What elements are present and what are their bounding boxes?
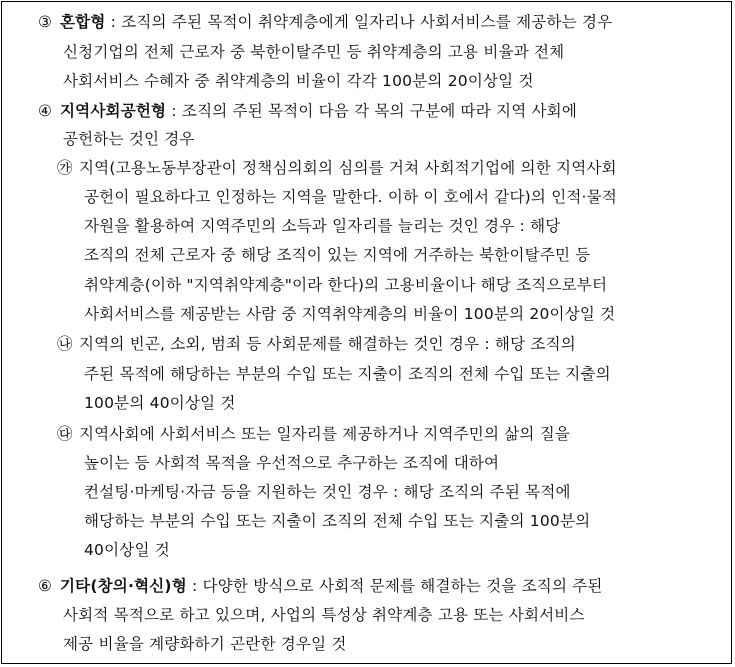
item-3-line-1: : 조직의 주된 목적이 취약계층에게 일자리나 사회서비스를 제공하는 경우	[105, 13, 613, 31]
subitem-ga-marker: ㉮	[57, 159, 73, 177]
item-3-first-line	[38, 12, 612, 32]
item-3-line-2: 신청기업의 전체 근로자 중 북한이탈주민 등 취약계층의 고용 비율과 전체	[63, 43, 565, 61]
item-4-line-1: : 조직의 주된 목적이 다음 각 목의 구분에 따라 지역 사회에	[166, 102, 578, 120]
subitem-da-line-5: 40이상일 것	[84, 541, 170, 559]
item-4-first-line	[38, 101, 577, 121]
subitem-na-marker: ㉯	[57, 335, 73, 353]
subitem-ga-line-1: 지역(고용노동부장관이 정책심의회의 심의를 거쳐 사회적기업에 의한 지역사회	[79, 159, 617, 177]
subitem-na-first-line	[57, 334, 576, 354]
item-6-line-1: : 다양한 방식으로 사회적 문제를 해결하는 것을 조직의 주된	[186, 577, 603, 595]
subitem-da-line-3: 컨설팅·마케팅·자금 등을 지원하는 것인 경우 : 해당 조직의 주된 목적에	[84, 483, 571, 501]
item-6-line-3: 제공 비율을 계량화하기 곤란한 경우일 것	[63, 635, 347, 653]
subitem-na-line-1: 지역의 빈곤, 소외, 범죄 등 사회문제를 해결하는 것인 경우 : 해당 조직의	[79, 335, 576, 353]
item-6-title: 기타(창의·혁신)형	[60, 577, 187, 595]
item-4-marker: ④	[38, 102, 53, 120]
item-6-first-line	[38, 576, 603, 596]
item-6-line-2: 사회적 목적으로 하고 있으며, 사업의 특성상 취약계층 고용 또는 사회서비스	[63, 606, 585, 624]
subitem-na-line-2: 주된 목적에 해당하는 부분의 수입 또는 지출이 조직의 전체 수입 또는 지출의	[84, 365, 611, 383]
subitem-ga-line-2: 공헌이 필요하다고 인정하는 지역을 말한다. 이하 이 호에서 같다)의 인적·물적	[84, 188, 618, 206]
subitem-da-line-4: 해당하는 부분의 수입 또는 지출이 조직의 전체 수입 또는 지출의 100분의	[84, 512, 591, 530]
subitem-ga-first-line	[57, 158, 617, 178]
subitem-ga-line-4: 조직의 전체 근로자 중 해당 조직이 있는 지역에 거주하는 북한이탈주민 등	[84, 246, 591, 264]
subitem-ga-line-3: 자원을 활용하여 지역주민의 소득과 일자리를 늘리는 것인 경우 : 해당	[84, 217, 561, 235]
item-4-title: 지역사회공헌형	[60, 102, 167, 120]
item-3-marker: ③	[38, 13, 53, 31]
subitem-ga-line-5: 취약계층(이하 "지역취약계층"이라 한다)의 고용비율이나 해당 조직으로부터	[84, 276, 608, 294]
subitem-da-line-2: 높이는 등 사회적 목적을 우선적으로 추구하는 조직에 대하여	[84, 454, 500, 472]
subitem-ga-line-6: 사회서비스를 제공받는 사람 중 지역취약계층의 비율이 100분의 20이상일 것	[84, 305, 616, 323]
subitem-da-line-1: 지역사회에 사회서비스 또는 일자리를 제공하거나 지역주민의 삶의 질을	[79, 425, 571, 443]
item-6-marker: ⑥	[38, 577, 53, 595]
item-4-line-2: 공헌하는 것인 경우	[63, 130, 195, 148]
item-3-title: 혼합형	[60, 13, 106, 31]
subitem-da-first-line	[57, 424, 570, 444]
subitem-na-line-3: 100분의 40이상일 것	[84, 394, 236, 412]
item-3-line-3: 사회서비스 수혜자 중 취약계층의 비율이 각각 100분의 20이상일 것	[63, 72, 534, 90]
subitem-da-marker: ㉰	[57, 425, 73, 443]
